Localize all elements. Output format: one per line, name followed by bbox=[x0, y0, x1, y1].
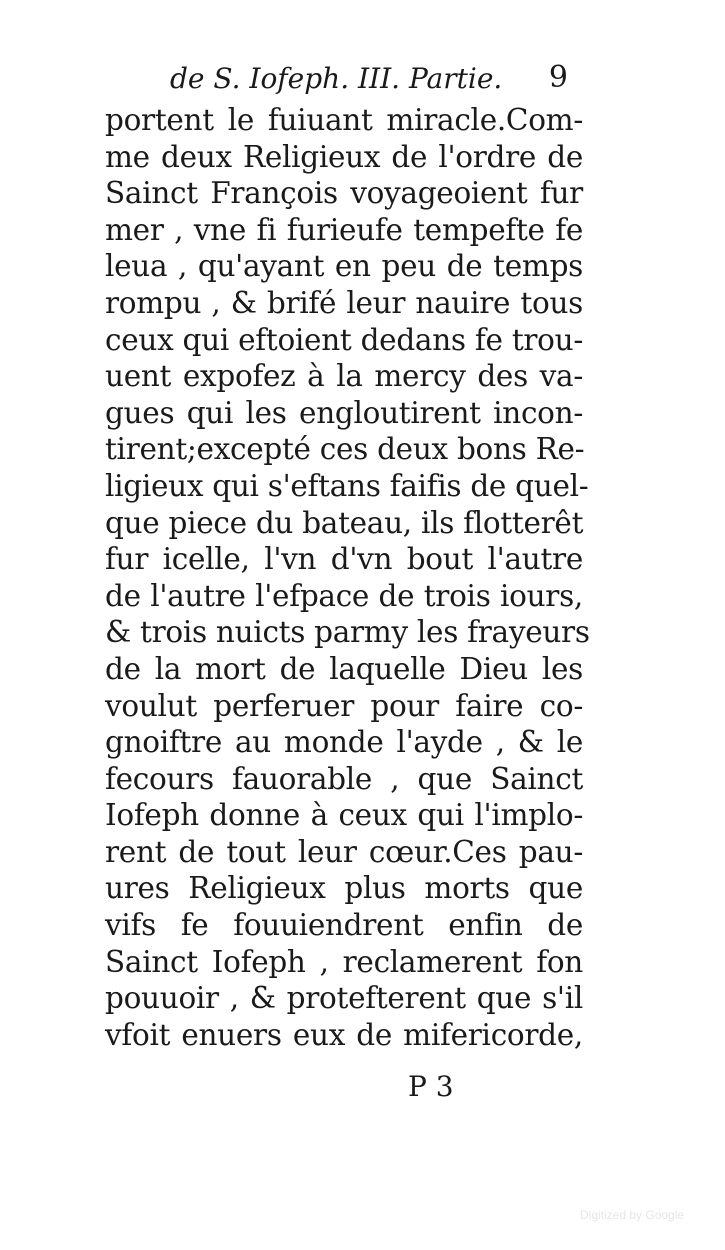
text-line: portent le fuiuant miracle.Com- bbox=[105, 103, 583, 137]
text-line: fur icelle, l'vn d'vn bout l'autre bbox=[105, 542, 583, 577]
text-line: uent expofez à la mercy des va- bbox=[105, 359, 583, 394]
body-text bbox=[105, 102, 590, 1053]
running-title: de S. Iofeph. III. Partie. bbox=[170, 62, 503, 95]
text-line: ligieux qui s'eftans faifis de quel- bbox=[105, 468, 589, 503]
text-line: gues qui les engloutirent incon- bbox=[105, 395, 583, 430]
running-header bbox=[170, 62, 580, 102]
text-line: vifs fe fouuiendrent enfin de bbox=[105, 908, 583, 943]
text-line: pouuoir , & protefterent que s'il bbox=[105, 981, 583, 1016]
text-line: vfoit enuers eux de mifericorde, bbox=[105, 1017, 583, 1052]
text-line: Iofeph donne à ceux qui l'implo- bbox=[105, 798, 583, 833]
text-line: que piece du bateau, ils flotterêt bbox=[105, 505, 584, 540]
text-line: ures Religieux plus morts que bbox=[105, 871, 583, 906]
text-line: de la mort de laquelle Dieu les bbox=[105, 651, 583, 686]
text-line: mer , vne fi furieufe tempefte fe bbox=[105, 212, 583, 247]
digitization-watermark: Digitized by Google bbox=[580, 1208, 685, 1222]
text-line: gnoiftre au monde l'ayde , & le bbox=[105, 725, 583, 760]
page-number: 9 bbox=[548, 60, 568, 95]
text-line: de l'autre l'efpace de trois iours, bbox=[105, 578, 583, 613]
text-line: voulut perferuer pour faire co- bbox=[105, 688, 583, 723]
text-line: Sainct François voyageoient fur bbox=[105, 176, 583, 211]
text-line: tirent;excepté ces deux bons Re- bbox=[105, 432, 585, 467]
text-line: rent de tout leur cœur.Ces pau- bbox=[105, 834, 583, 869]
text-line: fecours fauorable , que Sainct bbox=[105, 761, 583, 796]
signature-mark: P 3 bbox=[408, 1070, 454, 1103]
text-line: rompu , & brifé leur nauire tous bbox=[105, 285, 583, 320]
text-line: ceux qui eftoient dedans fe trou- bbox=[105, 322, 583, 357]
text-line: leua , qu'ayant en peu de temps bbox=[105, 249, 583, 284]
text-line: me deux Religieux de l'ordre de bbox=[105, 139, 583, 174]
text-line: & trois nuicts parmy les frayeurs bbox=[105, 615, 590, 650]
text-line: Sainct Iofeph , reclamerent fon bbox=[105, 944, 583, 979]
